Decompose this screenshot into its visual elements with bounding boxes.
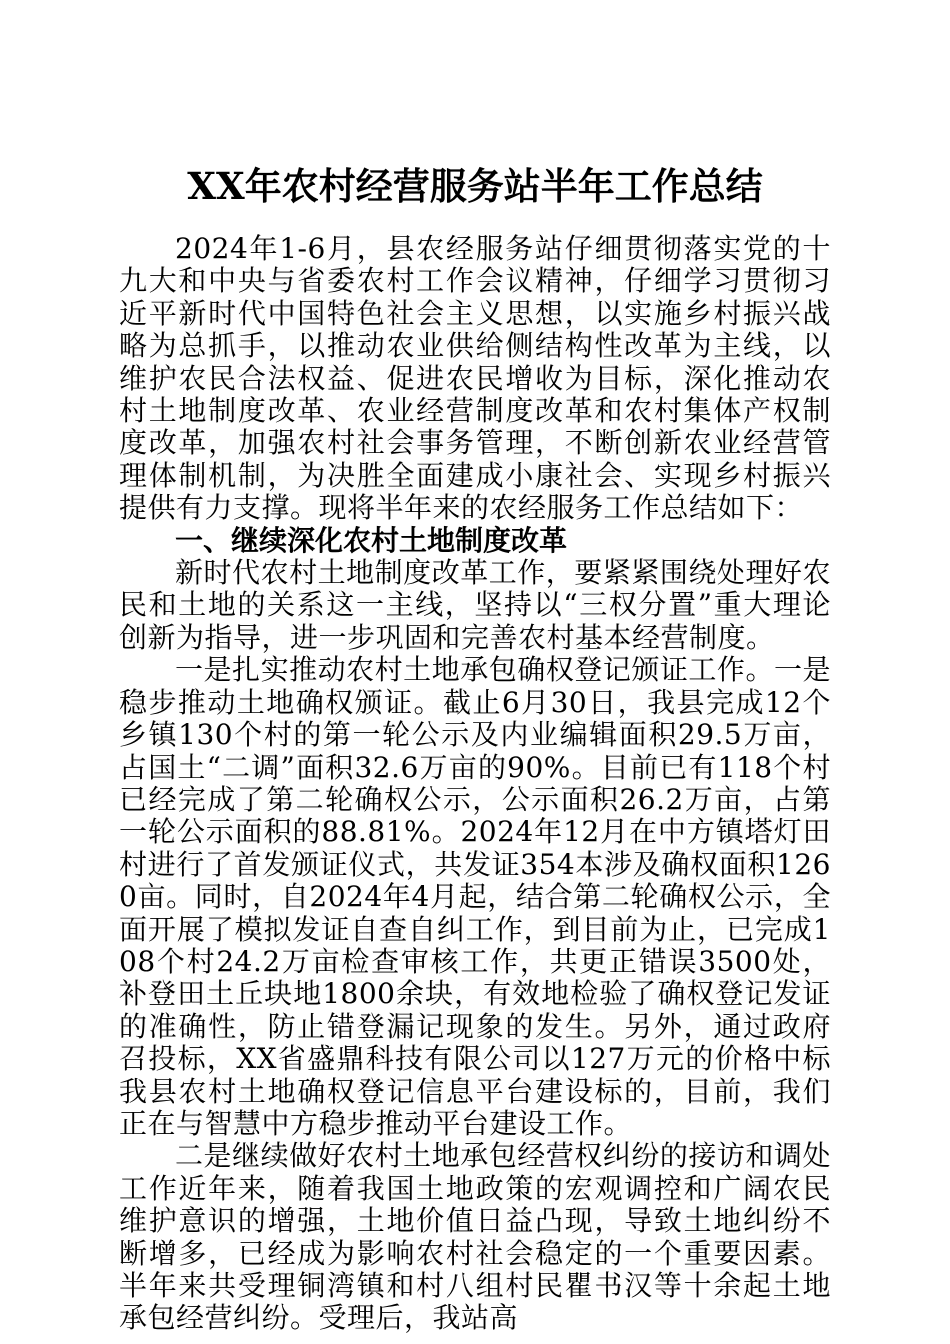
land-certification-paragraph: 一是扎实推动农村土地承包确权登记颁证工作。一是稳步推动土地确权颁证。截止6月30日，我县完成12个乡镇130个村的第一轮公示及内业编辑面积29.5万亩，占国土“二调”面积32.6万亩的90%。目前已有118个村已经完成了第二轮确权公示，公示面积26.2万亩，占第一轮公示面积的88.81%。2024年12月在中方镇塔灯田村进行了首发颁证仪式，共发证354本涉及确权面积1260亩。同时，自2024年4月起，结合第二轮确权公示，全面开展了模拟发证自查自纠工作，到目前为止，已完成108个村24.2万亩检查审核工作，共更正错误3500处，补登田土丘块地1800余块，有效地检验了确权登记发证的准确性，防止错登漏记现象的发生。另外，通过政府召投标，XX省盛鼎科技有限公司以127万元的价格中标我县农村土地确权登记信息平台建设标的，目前，我们正在与智慧中方稳步推动平台建设工作。 [119, 653, 831, 1140]
land-dispute-paragraph: 二是继续做好农村土地承包经营权纠纷的接访和调处工作近年来，随着我国土地政策的宏观调控和广阔农民维护意识的增强，土地价值日益凸现，导致土地纠纷不断增多，已经成为影响农村社会稳定的一个重要因素。半年来共受理铜湾镇和村八组村民瞿书汉等十余起土地承包经营纠纷。受理后，我站高 [119, 1139, 831, 1335]
section-heading-1: 一、继续深化农村土地制度改革 [175, 523, 568, 557]
intro-paragraph: 2024年1-6月，县农经服务站仔细贯彻落实党的十九大和中央与省委农村工作会议精神，仔细学习贯彻习近平新时代中国特色社会主义思想，以实施乡村振兴战略为总抓手，以推动农业供给侧结构性改革为主线，以维护农民合法权益、促进农民增收为目标，深化推动农村土地制度改革、农业经营制度改革和农村集体产权制度改革，加强农村社会事务管理，不断创新农业经营管理体制机制，为决胜全面建成小康社会、实现乡村振兴提供有力支撑。现将半年来的农经服务工作总结如下： [119, 232, 831, 525]
section-1-paragraph: 新时代农村土地制度改革工作，要紧紧围绕处理好农民和土地的关系这一主线，坚持以“三权分置”重大理论创新为指导，进一步巩固和完善农村基本经营制度。 [119, 556, 831, 654]
document-title: XX年农村经营服务站半年工作总结 [187, 164, 763, 208]
document-body [119, 233, 831, 1335]
